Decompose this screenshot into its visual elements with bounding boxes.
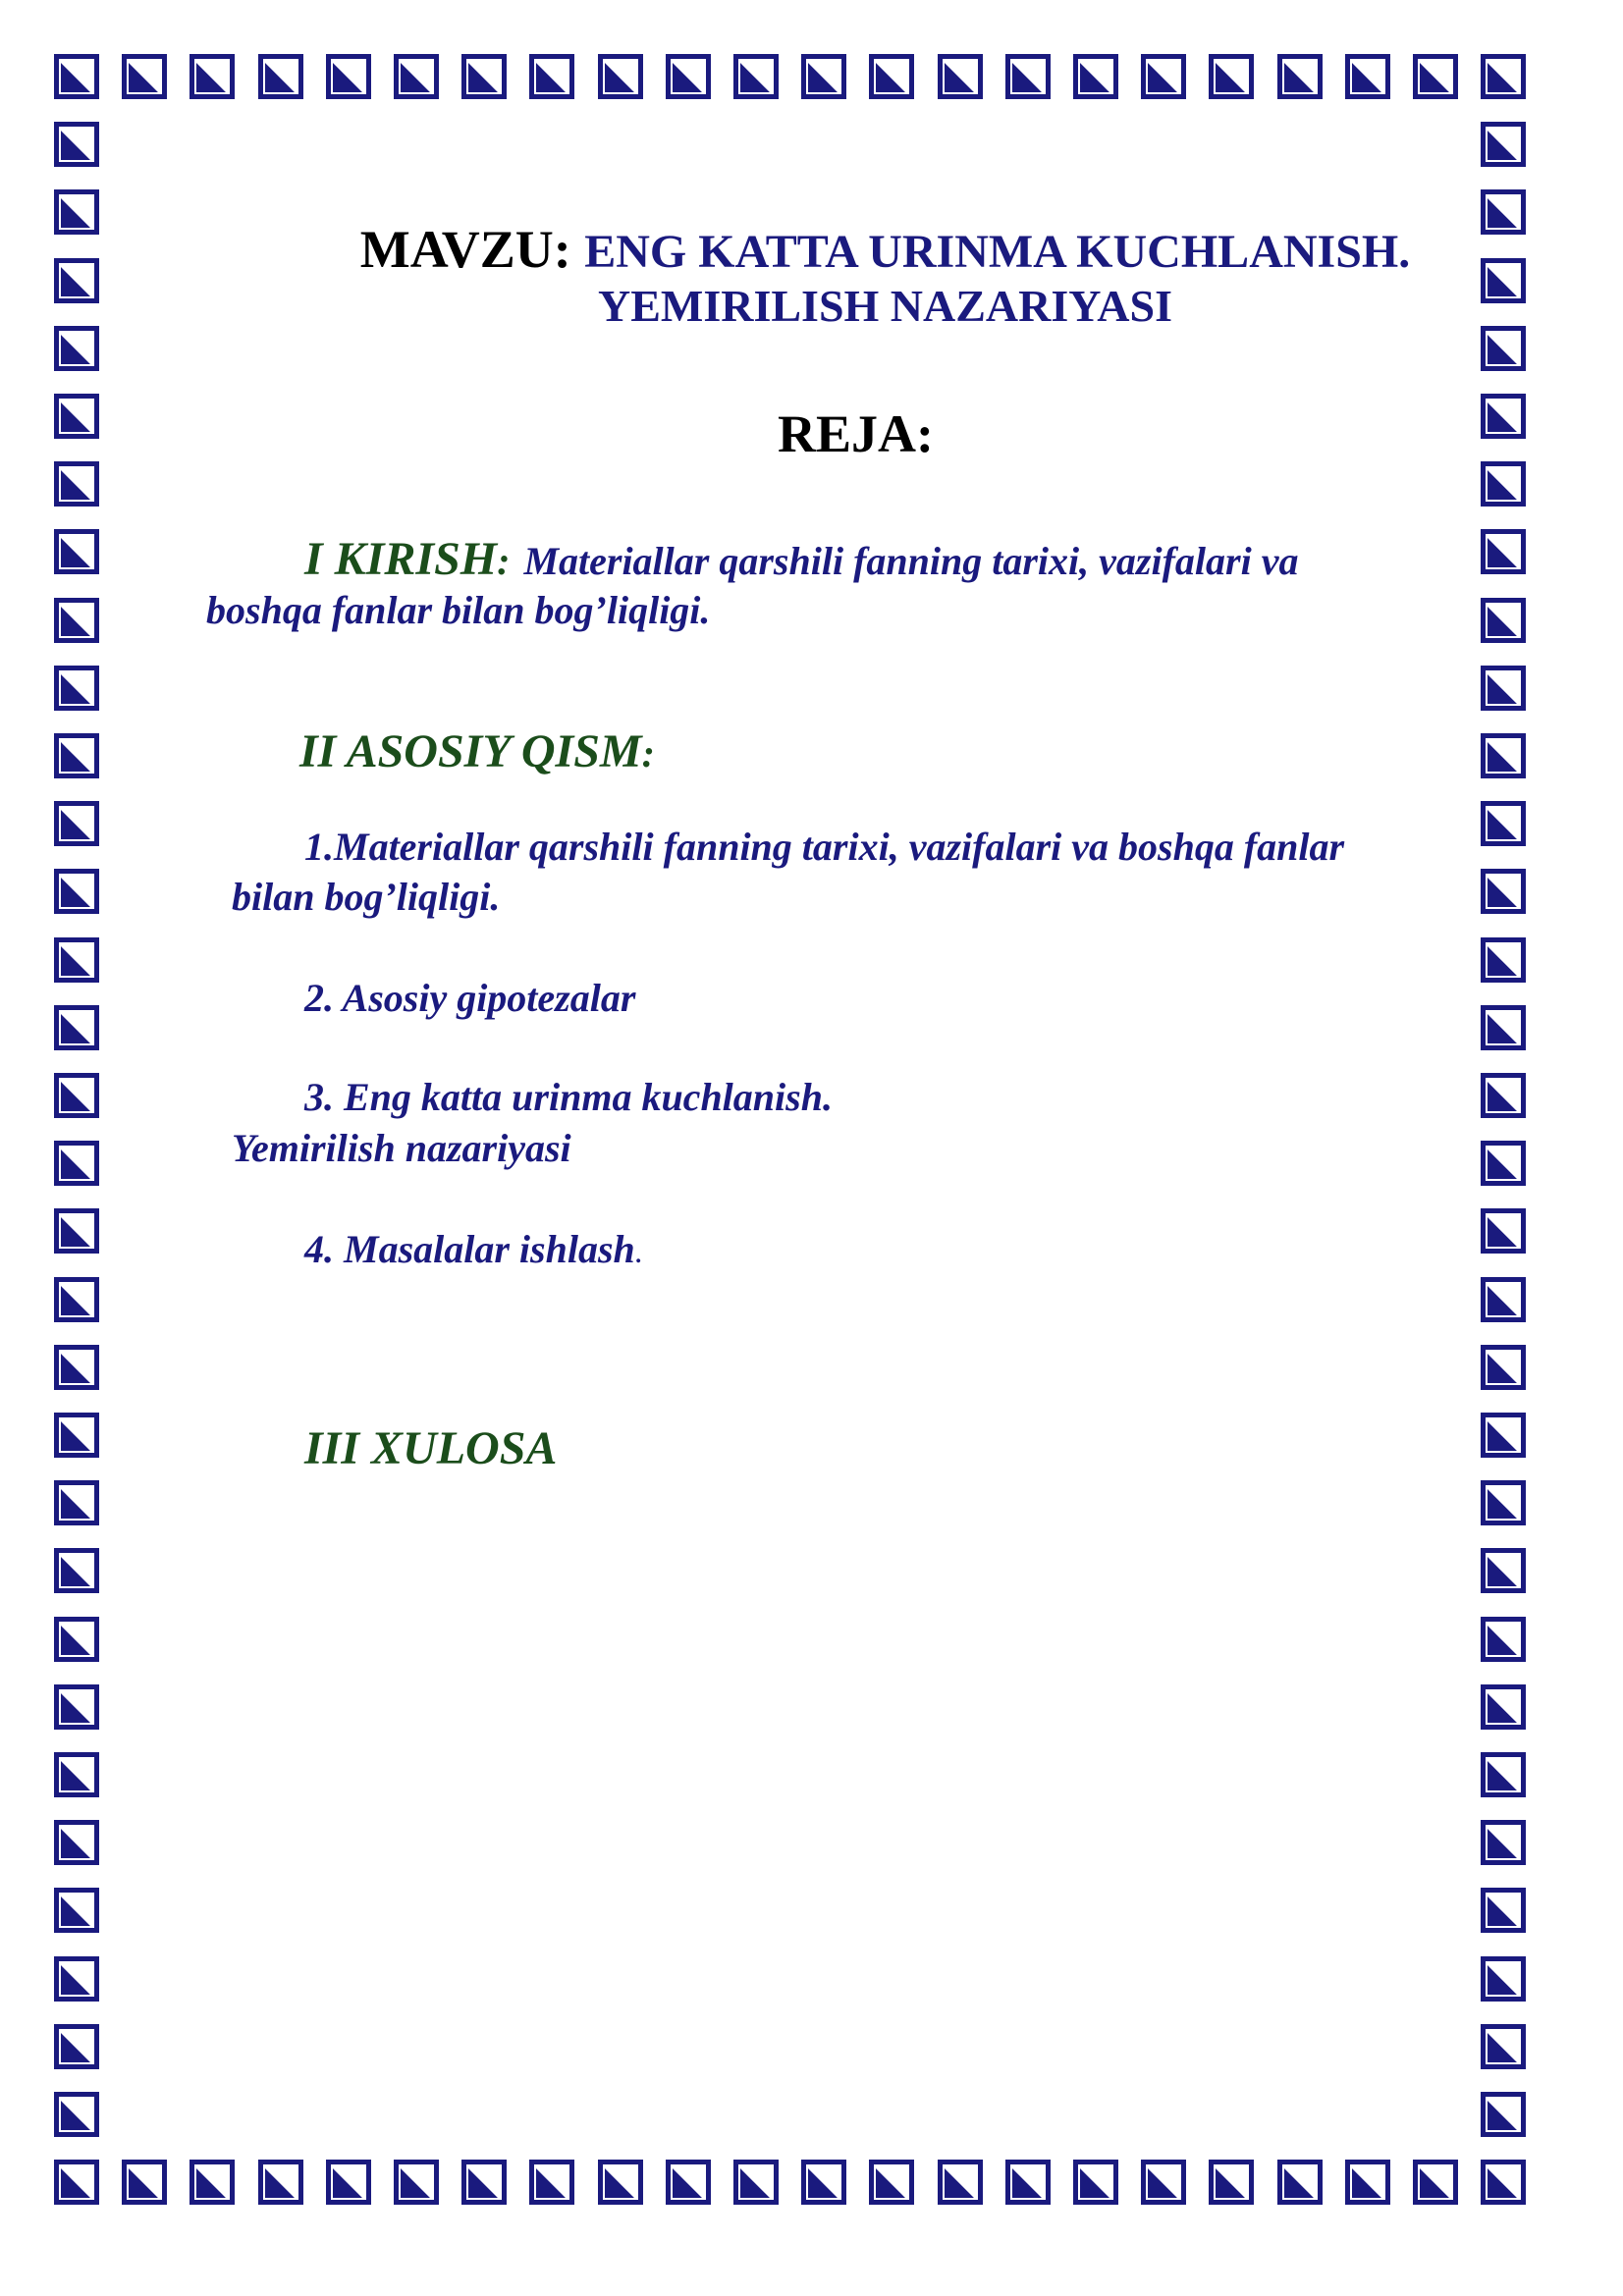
intro-label: I KIRISH (304, 533, 498, 585)
corner-triangle-square-icon (53, 1819, 100, 1866)
corner-triangle-square-icon (1480, 53, 1527, 100)
corner-triangle-square-icon (53, 665, 100, 712)
corner-triangle-square-icon (1072, 2159, 1119, 2206)
corner-triangle-square-icon (665, 53, 712, 100)
corner-triangle-square-icon (1480, 528, 1527, 575)
corner-triangle-square-icon (53, 460, 100, 507)
corner-triangle-square-icon (189, 53, 236, 100)
corner-triangle-square-icon (868, 53, 915, 100)
corner-triangle-square-icon (1412, 2159, 1459, 2206)
main-item-4 (304, 1225, 643, 1274)
corner-triangle-square-icon (1276, 53, 1324, 100)
main-item-3-line2: Yemirilish nazariyasi (232, 1126, 571, 1170)
corner-triangle-square-icon (53, 732, 100, 779)
corner-triangle-square-icon (1480, 1887, 1527, 1934)
corner-triangle-square-icon (1480, 1140, 1527, 1187)
corner-triangle-square-icon (1276, 2159, 1324, 2206)
corner-triangle-square-icon (121, 53, 168, 100)
main-item-1-line1: 1.Materiallar qarshili fanning tarixi, vazifalari va boshqa fanlar (304, 825, 1345, 869)
plan-heading: REJA: (778, 404, 934, 463)
intro-text-line2: boshqa fanlar bilan bog’liqligi. (206, 588, 711, 632)
corner-triangle-square-icon (53, 528, 100, 575)
page-title (0, 218, 1623, 284)
corner-triangle-square-icon (1480, 2091, 1527, 2138)
corner-triangle-square-icon (1480, 732, 1527, 779)
corner-triangle-square-icon (53, 2023, 100, 2070)
corner-triangle-square-icon (1480, 1207, 1527, 1255)
corner-triangle-square-icon (53, 1887, 100, 1934)
corner-triangle-square-icon (53, 1683, 100, 1731)
corner-triangle-square-icon (1004, 2159, 1052, 2206)
corner-triangle-square-icon (257, 53, 304, 100)
corner-triangle-square-icon (800, 53, 847, 100)
corner-triangle-square-icon (53, 121, 100, 168)
corner-triangle-square-icon (257, 2159, 304, 2206)
corner-triangle-square-icon (1480, 1955, 1527, 2002)
corner-triangle-square-icon (53, 1207, 100, 1255)
main-item-4-text: 4. Masalalar ishlash (304, 1227, 635, 1271)
corner-triangle-square-icon (1480, 1479, 1527, 1526)
corner-triangle-square-icon (53, 1751, 100, 1798)
corner-triangle-square-icon (53, 868, 100, 915)
corner-triangle-square-icon (1480, 868, 1527, 915)
corner-triangle-square-icon (1140, 2159, 1187, 2206)
main-item-1-line2: bilan bog’liqligi. (232, 875, 501, 919)
corner-triangle-square-icon (53, 1004, 100, 1051)
corner-triangle-square-icon (1480, 460, 1527, 507)
corner-triangle-square-icon (53, 1276, 100, 1323)
corner-triangle-square-icon (1480, 1344, 1527, 1391)
intro-section (304, 531, 1298, 588)
corner-triangle-square-icon (1480, 1616, 1527, 1663)
conclusion-label: III XULOSA (304, 1422, 558, 1474)
corner-triangle-square-icon (1480, 1547, 1527, 1594)
corner-triangle-square-icon (528, 53, 575, 100)
corner-triangle-square-icon (1344, 2159, 1391, 2206)
corner-triangle-square-icon (1480, 2023, 1527, 2070)
corner-triangle-square-icon (800, 2159, 847, 2206)
corner-triangle-square-icon (937, 53, 984, 100)
corner-triangle-square-icon (53, 2159, 100, 2206)
corner-triangle-square-icon (53, 1412, 100, 1459)
corner-triangle-square-icon (1412, 53, 1459, 100)
corner-triangle-square-icon (1480, 800, 1527, 847)
corner-triangle-square-icon (528, 2159, 575, 2206)
corner-triangle-square-icon (665, 2159, 712, 2206)
corner-triangle-square-icon (597, 53, 644, 100)
corner-triangle-square-icon (597, 2159, 644, 2206)
corner-triangle-square-icon (1208, 53, 1255, 100)
corner-triangle-square-icon (1004, 53, 1052, 100)
corner-triangle-square-icon (1480, 1751, 1527, 1798)
corner-triangle-square-icon (1480, 121, 1527, 168)
corner-triangle-square-icon (732, 2159, 780, 2206)
corner-triangle-square-icon (1480, 1072, 1527, 1119)
corner-triangle-square-icon (121, 2159, 168, 2206)
main-item-4-suffix: . (634, 1234, 644, 1270)
corner-triangle-square-icon (53, 2091, 100, 2138)
corner-triangle-square-icon (460, 2159, 508, 2206)
main-item-3-line1: 3. Eng katta urinma kuchlanish. (304, 1075, 833, 1119)
corner-triangle-square-icon (325, 2159, 372, 2206)
corner-triangle-square-icon (1480, 1004, 1527, 1051)
corner-triangle-square-icon (937, 2159, 984, 2206)
corner-triangle-square-icon (1344, 53, 1391, 100)
corner-triangle-square-icon (189, 2159, 236, 2206)
corner-triangle-square-icon (53, 1479, 100, 1526)
corner-triangle-square-icon (53, 597, 100, 644)
corner-triangle-square-icon (53, 1072, 100, 1119)
corner-triangle-square-icon (1480, 665, 1527, 712)
corner-triangle-square-icon (53, 1344, 100, 1391)
corner-triangle-square-icon (1480, 1412, 1527, 1459)
corner-triangle-square-icon (1480, 597, 1527, 644)
corner-triangle-square-icon (53, 1140, 100, 1187)
corner-triangle-square-icon (1140, 53, 1187, 100)
corner-triangle-square-icon (53, 936, 100, 984)
corner-triangle-square-icon (1480, 1683, 1527, 1731)
corner-triangle-square-icon (53, 1547, 100, 1594)
corner-triangle-square-icon (732, 53, 780, 100)
title-topic-line2: YEMIRILISH NAZARIYASI (598, 281, 1172, 331)
corner-triangle-square-icon (53, 53, 100, 100)
corner-triangle-square-icon (53, 800, 100, 847)
corner-triangle-square-icon (1480, 936, 1527, 984)
main-item-2: 2. Asosiy gipotezalar (304, 976, 636, 1020)
corner-triangle-square-icon (1480, 1276, 1527, 1323)
corner-triangle-square-icon (1480, 2159, 1527, 2206)
corner-triangle-square-icon (868, 2159, 915, 2206)
corner-triangle-square-icon (460, 53, 508, 100)
corner-triangle-square-icon (1208, 2159, 1255, 2206)
corner-triangle-square-icon (325, 53, 372, 100)
corner-triangle-square-icon (1480, 1819, 1527, 1866)
corner-triangle-square-icon (393, 53, 440, 100)
main-colon: : (641, 731, 655, 775)
intro-text-line1: Materiallar qarshili fanning tarixi, vazifalari va (523, 539, 1299, 583)
title-label: MAVZU: (359, 220, 571, 279)
corner-triangle-square-icon (393, 2159, 440, 2206)
intro-colon: : (497, 539, 511, 583)
main-label: II ASOSIY QISM (299, 725, 642, 777)
title-topic-line1: ENG KATTA URINMA KUCHLANISH. (584, 226, 1411, 278)
corner-triangle-square-icon (1072, 53, 1119, 100)
main-section-heading (299, 723, 655, 780)
corner-triangle-square-icon (53, 1955, 100, 2002)
corner-triangle-square-icon (53, 1616, 100, 1663)
